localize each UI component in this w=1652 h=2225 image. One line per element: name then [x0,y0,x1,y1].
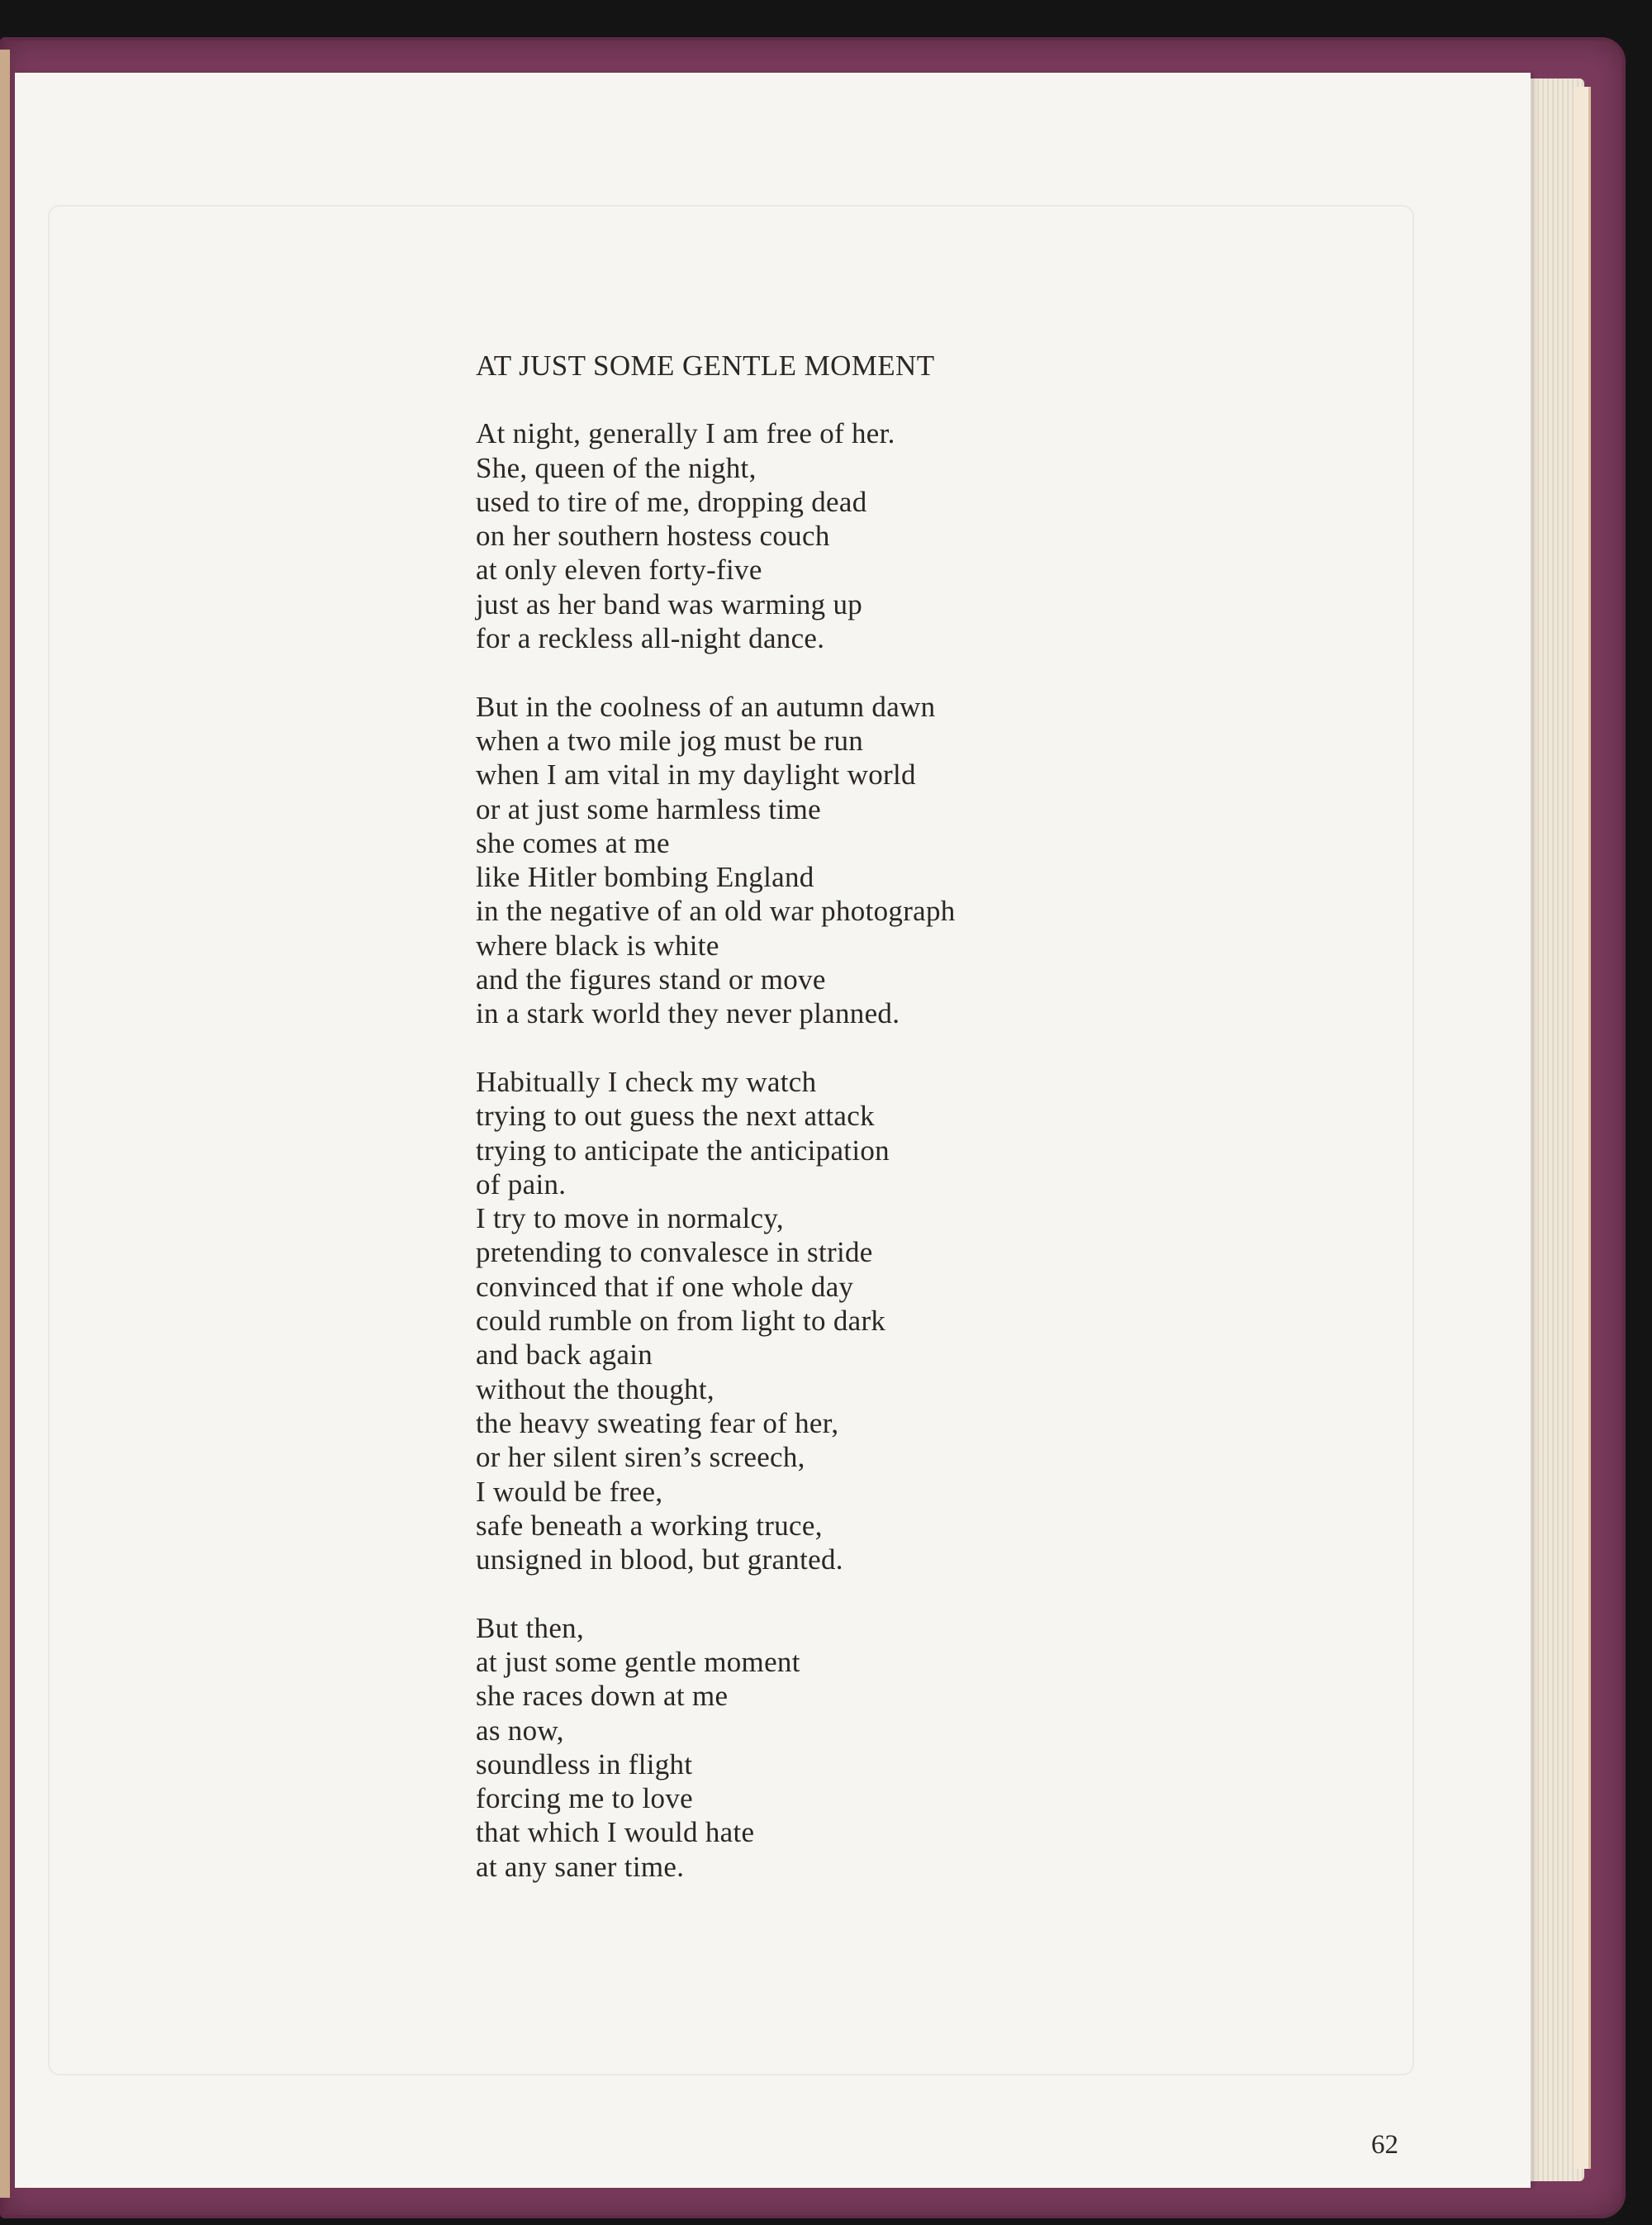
poem-line: forcing me to love [476,1782,693,1815]
poem-line: that which I would hate [476,1816,755,1849]
poem-stanza [476,416,1384,655]
page-stack-inner-edge [1574,87,1591,2169]
poem-line: I would be free, [476,1475,663,1508]
poem-line: in a stark world they never planned. [476,997,900,1030]
poem-line: She, queen of the night, [476,451,757,484]
poem-line: at just some gentle moment [476,1645,800,1678]
poem-line: in the negative of an old war photograph [476,895,956,928]
poem-line: the heavy sweating fear of her, [476,1406,839,1439]
poem-line: like Hitler bombing England [476,861,814,894]
poem-line: could rumble on from light to dark [476,1305,886,1338]
poem-title: AT JUST SOME GENTLE MOMENT [476,349,935,382]
poem-body [476,416,1384,1884]
poem-line: when I am vital in my daylight world [476,758,916,792]
poem-line: At night, generally I am free of her. [476,417,895,450]
poem-line: or at just some harmless time [476,792,821,825]
poem-line: as now, [476,1714,564,1747]
book-page [15,73,1531,2188]
poem [476,349,1384,1918]
poem-line: unsigned in blood, but granted. [476,1543,843,1576]
poem-line: and the figures stand or move [476,963,826,996]
poem-line: But in the coolness of an autumn dawn [476,690,936,723]
poem-line: or her silent siren’s screech, [476,1441,805,1474]
poem-line: soundless in flight [476,1747,693,1780]
poem-line: trying to anticipate the anticipation [476,1134,890,1167]
poem-line: for a reckless all-night dance. [476,622,825,655]
poem-line: safe beneath a working truce, [476,1509,823,1542]
poem-stanza [476,1611,1384,1884]
poem-stanza [476,690,1384,1031]
poem-line: just as her band was warming up [476,587,863,620]
poem-line: without the thought, [476,1372,714,1405]
poem-line: she races down at me [476,1680,729,1713]
poem-line: convinced that if one whole day [476,1270,854,1303]
poem-line: she comes at me [476,826,670,859]
poem-line: on her southern hostess couch [476,520,830,553]
poem-line: when a two mile jog must be run [476,724,864,757]
poem-line: at only eleven forty-five [476,554,762,587]
poem-line: used to tire of me, dropping dead [476,485,867,518]
poem-line: pretending to convalesce in stride [476,1236,873,1269]
poem-line: of pain. [476,1167,567,1200]
page-number: 62 [1371,2130,1398,2160]
poem-line: at any saner time. [476,1850,685,1883]
facing-page-edge [0,50,10,2198]
poem-line: I try to move in normalcy, [476,1202,784,1235]
poem-line: where black is white [476,929,719,962]
poem-line: trying to out guess the next attack [476,1100,875,1133]
poem-line: and back again [476,1338,653,1372]
poem-stanza [476,1065,1384,1576]
poem-line: Habitually I check my watch [476,1065,817,1098]
poem-line: But then, [476,1611,585,1644]
